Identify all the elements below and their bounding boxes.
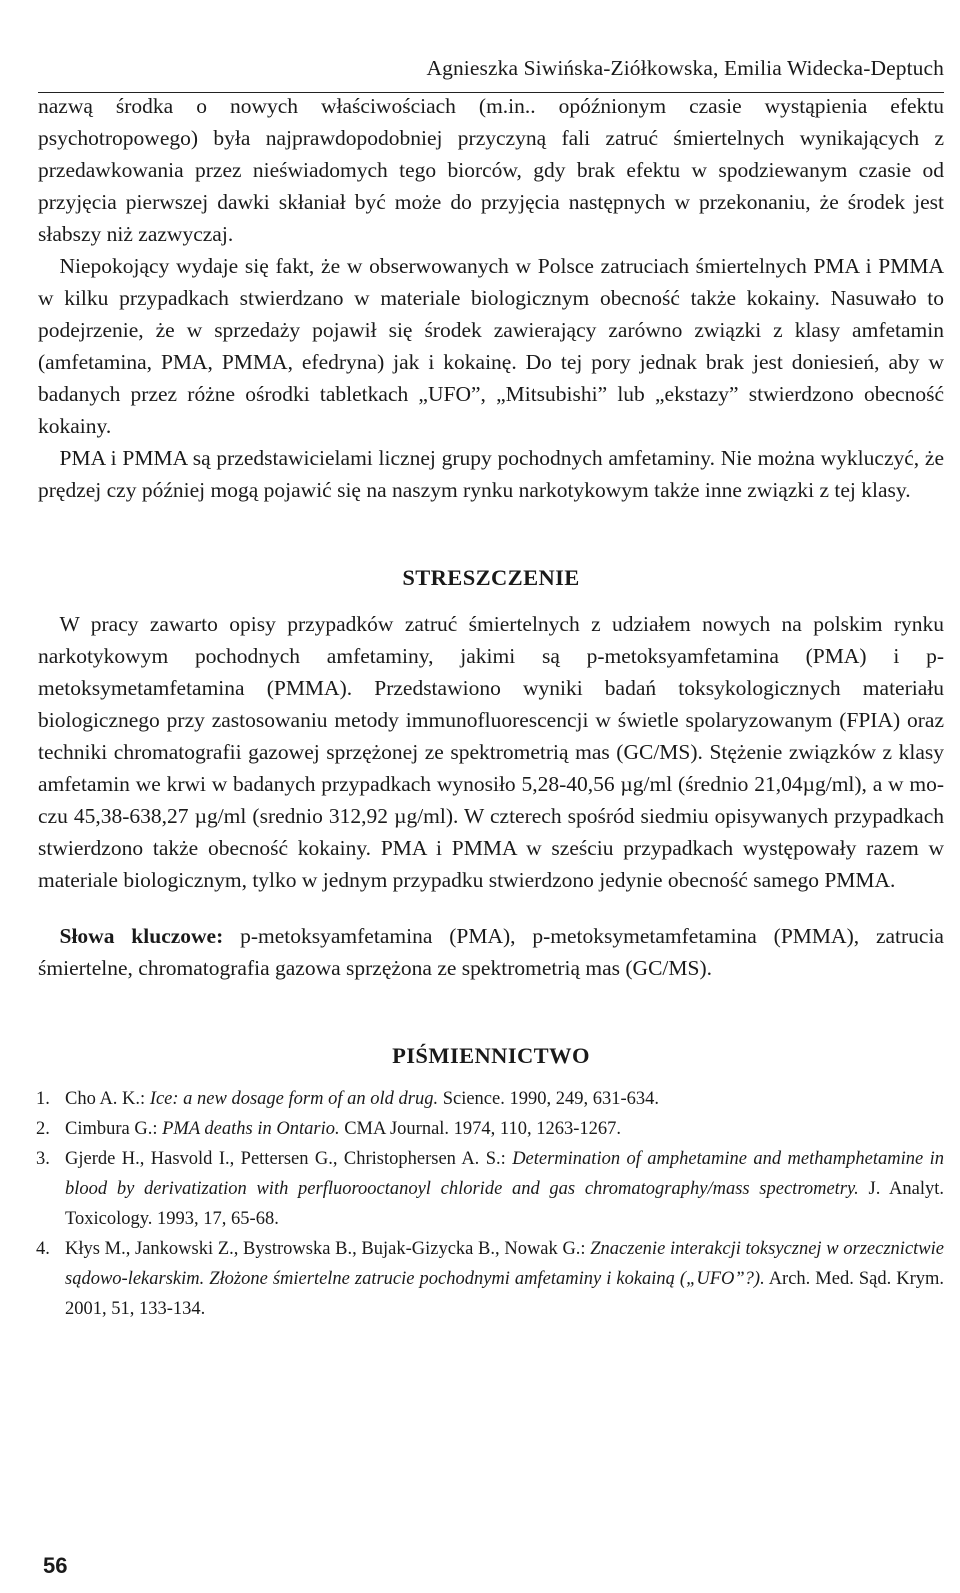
reference-source: CMA Journal. 1974, 110, 1263-1267. (339, 1119, 622, 1139)
reference-title: Determination of amphetamine and methamphetamine in blood by derivatization with perfluorooctanoyl chloride and gas chromatography/mass spectrometry. (65, 1149, 944, 1199)
abstract-heading: STRESZCZENIE (402, 565, 580, 590)
abstract-text: W pracy zawarto opisy przypadków zatruć śmiertelnych z udziałem nowych na polskim rynku narkotykowym pochodnych amfetaminy, jakimi są p-metoksyamfetamina (PMA) i p-metoksymetamfetamina (PMMA). Przedstawiono wyniki badań toksykologicznych materiału biologicznego przy zastosowaniu metody immunofluorescencji w świetle spolaryzowanym (FPIA) oraz techniki chromatografii gazowej sprzężonej ze spektrometrią mas (GC/MS). Stężenie związków z klasy amfetamin we krwi w badanych przypadkach wynosiło 5,28-40,56 µg/ml (średnio 21,04µg/ml), a w moczu 45,38-638,27 µg/ml (srednio 312,92 µg/ml). W czterech spośród siedmiu opisywanych przypadkach stwierdzono także obecność kokainy. PMA i PMMA w sześciu przypadkach występowały razem w materiale biologicznym, tylko w jednym przypadku stwierdzono jedynie obecność samego PMMA. (38, 612, 944, 892)
keywords (38, 920, 944, 984)
reference-source: Science. 1990, 249, 631-634. (438, 1089, 660, 1109)
keywords-label: Słowa kluczowe: (59, 924, 224, 948)
page-number: 56 (43, 1553, 68, 1578)
reference-source: Arch. Med. Sąd. Krym. 2001, 51, 133-134. (65, 1269, 944, 1319)
reference-number: 2. (36, 1119, 50, 1139)
reference-authors: Gjerde H., Hasvold I., Pettersen G., Christophersen A. S.: (65, 1149, 513, 1169)
body-paragraph-2: Niepokojący wydaje się fakt, że w obserwowanych w Polsce zatruciach śmiertelnych PMA i PMMA w kilku przypadkach stwierdzano w materiale biologicznym obecność także kokainy. Nasuwało to podejrzenie, że w sprzedaży pojawił się środek zawierający zarówno związki z klasy amfetamin (amfetamina, PMA, PMMA, efedryna) jak i kokainę. Do tej pory jednak brak jest doniesień, aby w badanych przez różne ośrodki tabletkach „UFO”, „Mitsubishi” lub „ekstazy” stwierdzono obecność kokainy. (38, 254, 944, 438)
body-paragraph-1: nazwą środka o nowych właściwościach (m.in.. opóźnionym czasie wystąpienia efektu psychotropowego) była najprawdopodobniej przyczyną fali zatruć śmiertelnych wynikających z przedawkowania przez nieświadomych tego biorców, gdy brak efektu w spodziewanym czasie od przyjęcia pierwszej dawki skłaniał być może do przyjęcia następnych w przekonaniu, że środek jest słabszy niż zazwyczaj. (38, 94, 944, 246)
body-paragraph-3: PMA i PMMA są przedstawicielami licznej grupy pochodnych amfetaminy. Nie można wykluczyć, że prędzej czy później mogą pojawić się na naszym rynku narkotykowym także inne związki z tej klasy. (38, 446, 944, 502)
document-page (38, 0, 944, 1593)
article-body (38, 90, 944, 1324)
reference-source: J. Analyt. Toxicology. 1993, 17, 65-68. (65, 1179, 944, 1229)
reference-list (38, 1084, 944, 1324)
reference-authors: Cimbura G.: (65, 1119, 163, 1139)
reference-number: 4. (36, 1239, 50, 1259)
reference-item (38, 1114, 944, 1144)
running-header: Agnieszka Siwińska-Ziółkowska, Emilia Widecka-Deptuch (426, 56, 944, 80)
reference-title: Znaczenie interakcji toksycznej w orzecznictwie sądowo-lekarskim. Złożone śmiertelne zatrucie pochodnymi amfetaminy i kokainą („UFO”?). (65, 1239, 944, 1289)
reference-item (38, 1144, 944, 1234)
reference-title: PMA deaths in Ontario. (162, 1119, 340, 1139)
reference-authors: Cho A. K.: (65, 1089, 150, 1109)
reference-number: 1. (36, 1089, 50, 1109)
reference-item (38, 1084, 944, 1114)
reference-number: 3. (36, 1149, 50, 1169)
references-heading: PIŚMIENNICTWO (392, 1043, 590, 1068)
reference-authors: Kłys M., Jankowski Z., Bystrowska B., Bujak-Gizycka B., Nowak G.: (65, 1239, 591, 1259)
reference-item (38, 1234, 944, 1324)
keywords-text: p-metoksyamfetamina (PMA), p-metoksymetamfetamina (PMMA), zatrucia śmiertelne, chromatografia gazowa sprzężona ze spektrometrią mas (GC/MS). (38, 924, 944, 980)
reference-title: Ice: a new dosage form of an old drug. (149, 1089, 439, 1109)
